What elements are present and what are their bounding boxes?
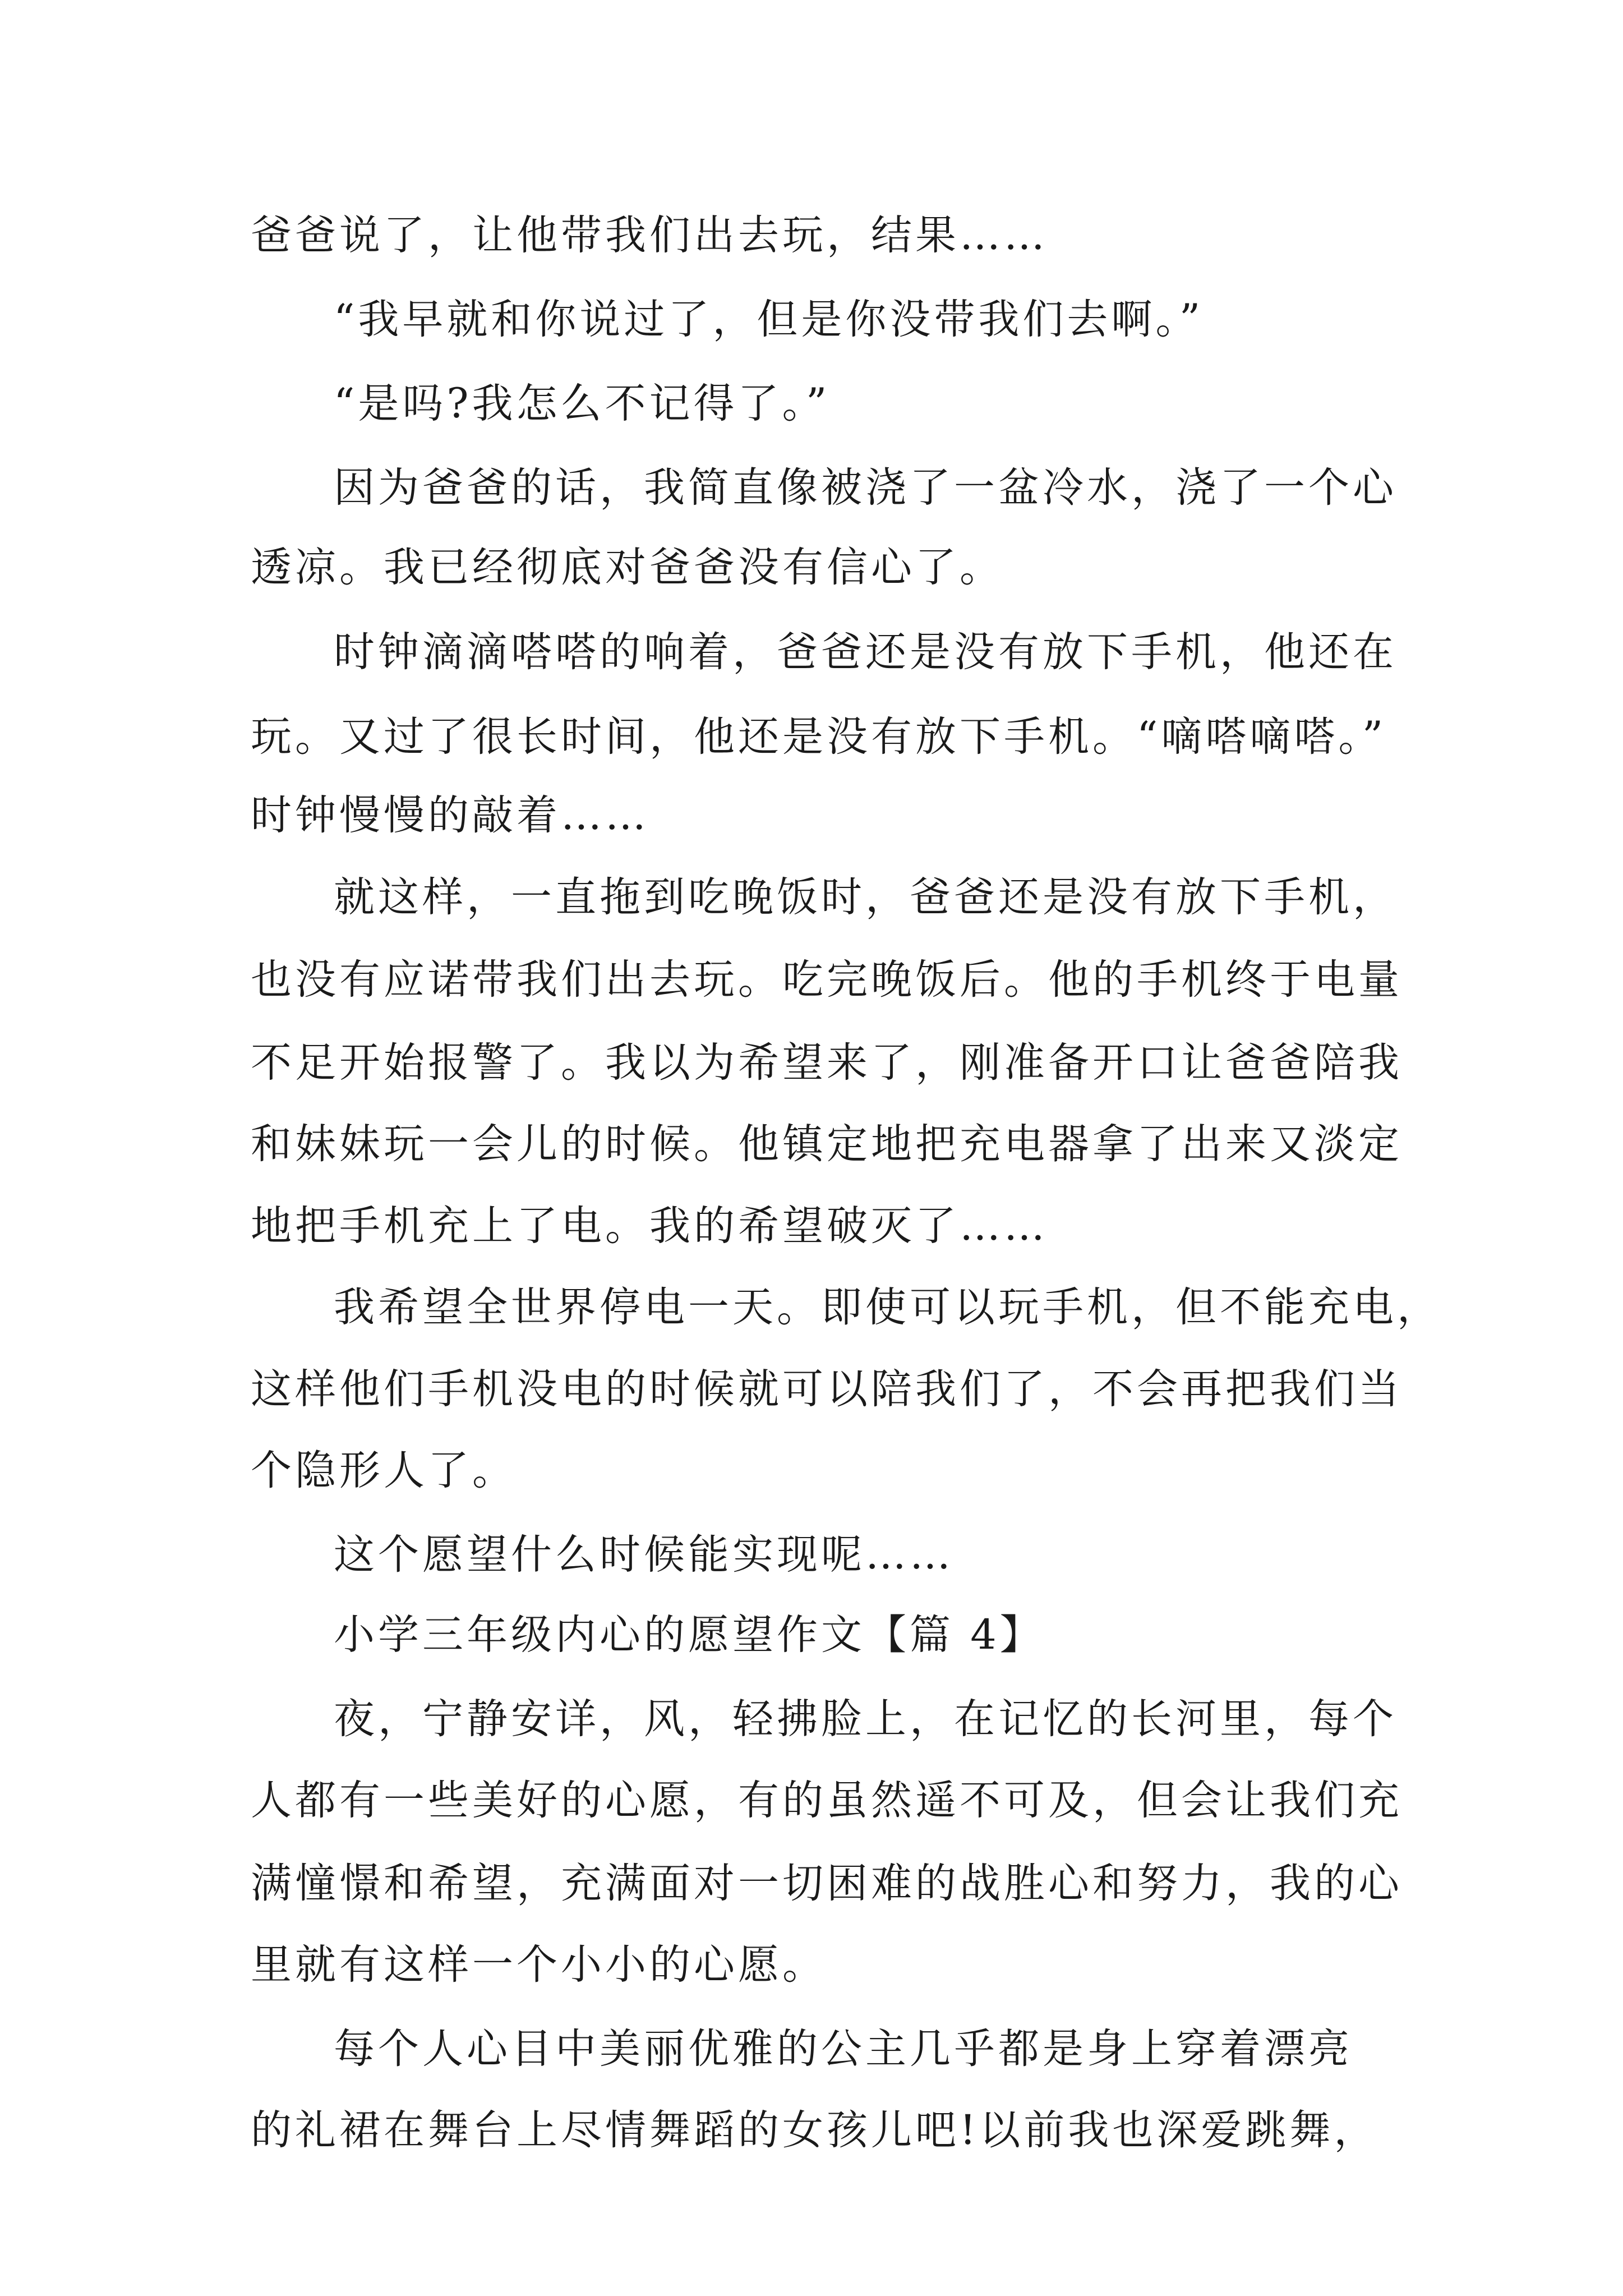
text-line: 这样他们手机没电的时候就可以陪我们了，不会再把我们当 — [251, 1365, 1403, 1413]
quote-line: “我早就和你说过了，但是你没带我们去啊。” — [334, 296, 1204, 343]
text-line: 玩。又过了很长时间，他还是没有放下手机。“嘀嗒嘀嗒。” — [251, 713, 1387, 761]
paragraph-first-line: 因为爸爸的话，我简直像被浇了一盆冷水，浇了一个心 — [334, 464, 1397, 512]
text-line: 人都有一些美好的心愿，有的虽然遥不可及，但会让我们充 — [251, 1777, 1403, 1824]
paragraph-first-line: 我希望全世界停电一天。即使可以玩手机，但不能充电， — [334, 1283, 1441, 1331]
text-line: 满憧憬和希望，充满面对一切困难的战胜心和努力，我的心 — [251, 1860, 1403, 1907]
text-line: 和妹妹玩一会儿的时候。他镇定地把充电器拿了出来又淡定 — [251, 1120, 1403, 1168]
section-heading: 小学三年级内心的愿望作文【篇 4】 — [334, 1611, 1044, 1659]
paragraph-first-line: 夜，宁静安详，风，轻拂脸上，在记忆的长河里，每个 — [334, 1695, 1397, 1743]
text-line: 不足开始报警了。我以为希望来了，刚准备开口让爸爸陪我 — [251, 1039, 1403, 1087]
text-line: 的礼裙在舞台上尽情舞蹈的女孩儿吧!以前我也深爱跳舞， — [251, 2106, 1378, 2154]
text-line: 个隐形人了。 — [251, 1447, 517, 1494]
text-line: 透凉。我已经彻底对爸爸没有信心了。 — [251, 544, 1004, 591]
text-line: 地把手机充上了电。我的希望破灭了…… — [251, 1202, 1048, 1250]
paragraph-first-line: 这个愿望什么时候能实现呢…… — [334, 1531, 954, 1579]
paragraph-first-line: 时钟滴滴嗒嗒的响着，爸爸还是没有放下手机，他还在 — [334, 628, 1397, 676]
paragraph-first-line: 就这样，一直拖到吃晚饭时，爸爸还是没有放下手机， — [334, 873, 1397, 921]
text-line: 时钟慢慢的敲着…… — [251, 792, 649, 839]
text-line: 爸爸说了，让他带我们出去玩，结果…… — [251, 211, 1048, 259]
text-line: 也没有应诺带我们出去玩。吃完晚饭后。他的手机终于电量 — [251, 956, 1403, 1004]
text-line: 里就有这样一个小小的心愿。 — [251, 1941, 827, 1989]
paragraph-first-line: 每个人心目中美丽优雅的公主几乎都是身上穿着漂亮 — [334, 2025, 1353, 2073]
quote-line: “是吗?我怎么不记得了。” — [334, 380, 831, 427]
